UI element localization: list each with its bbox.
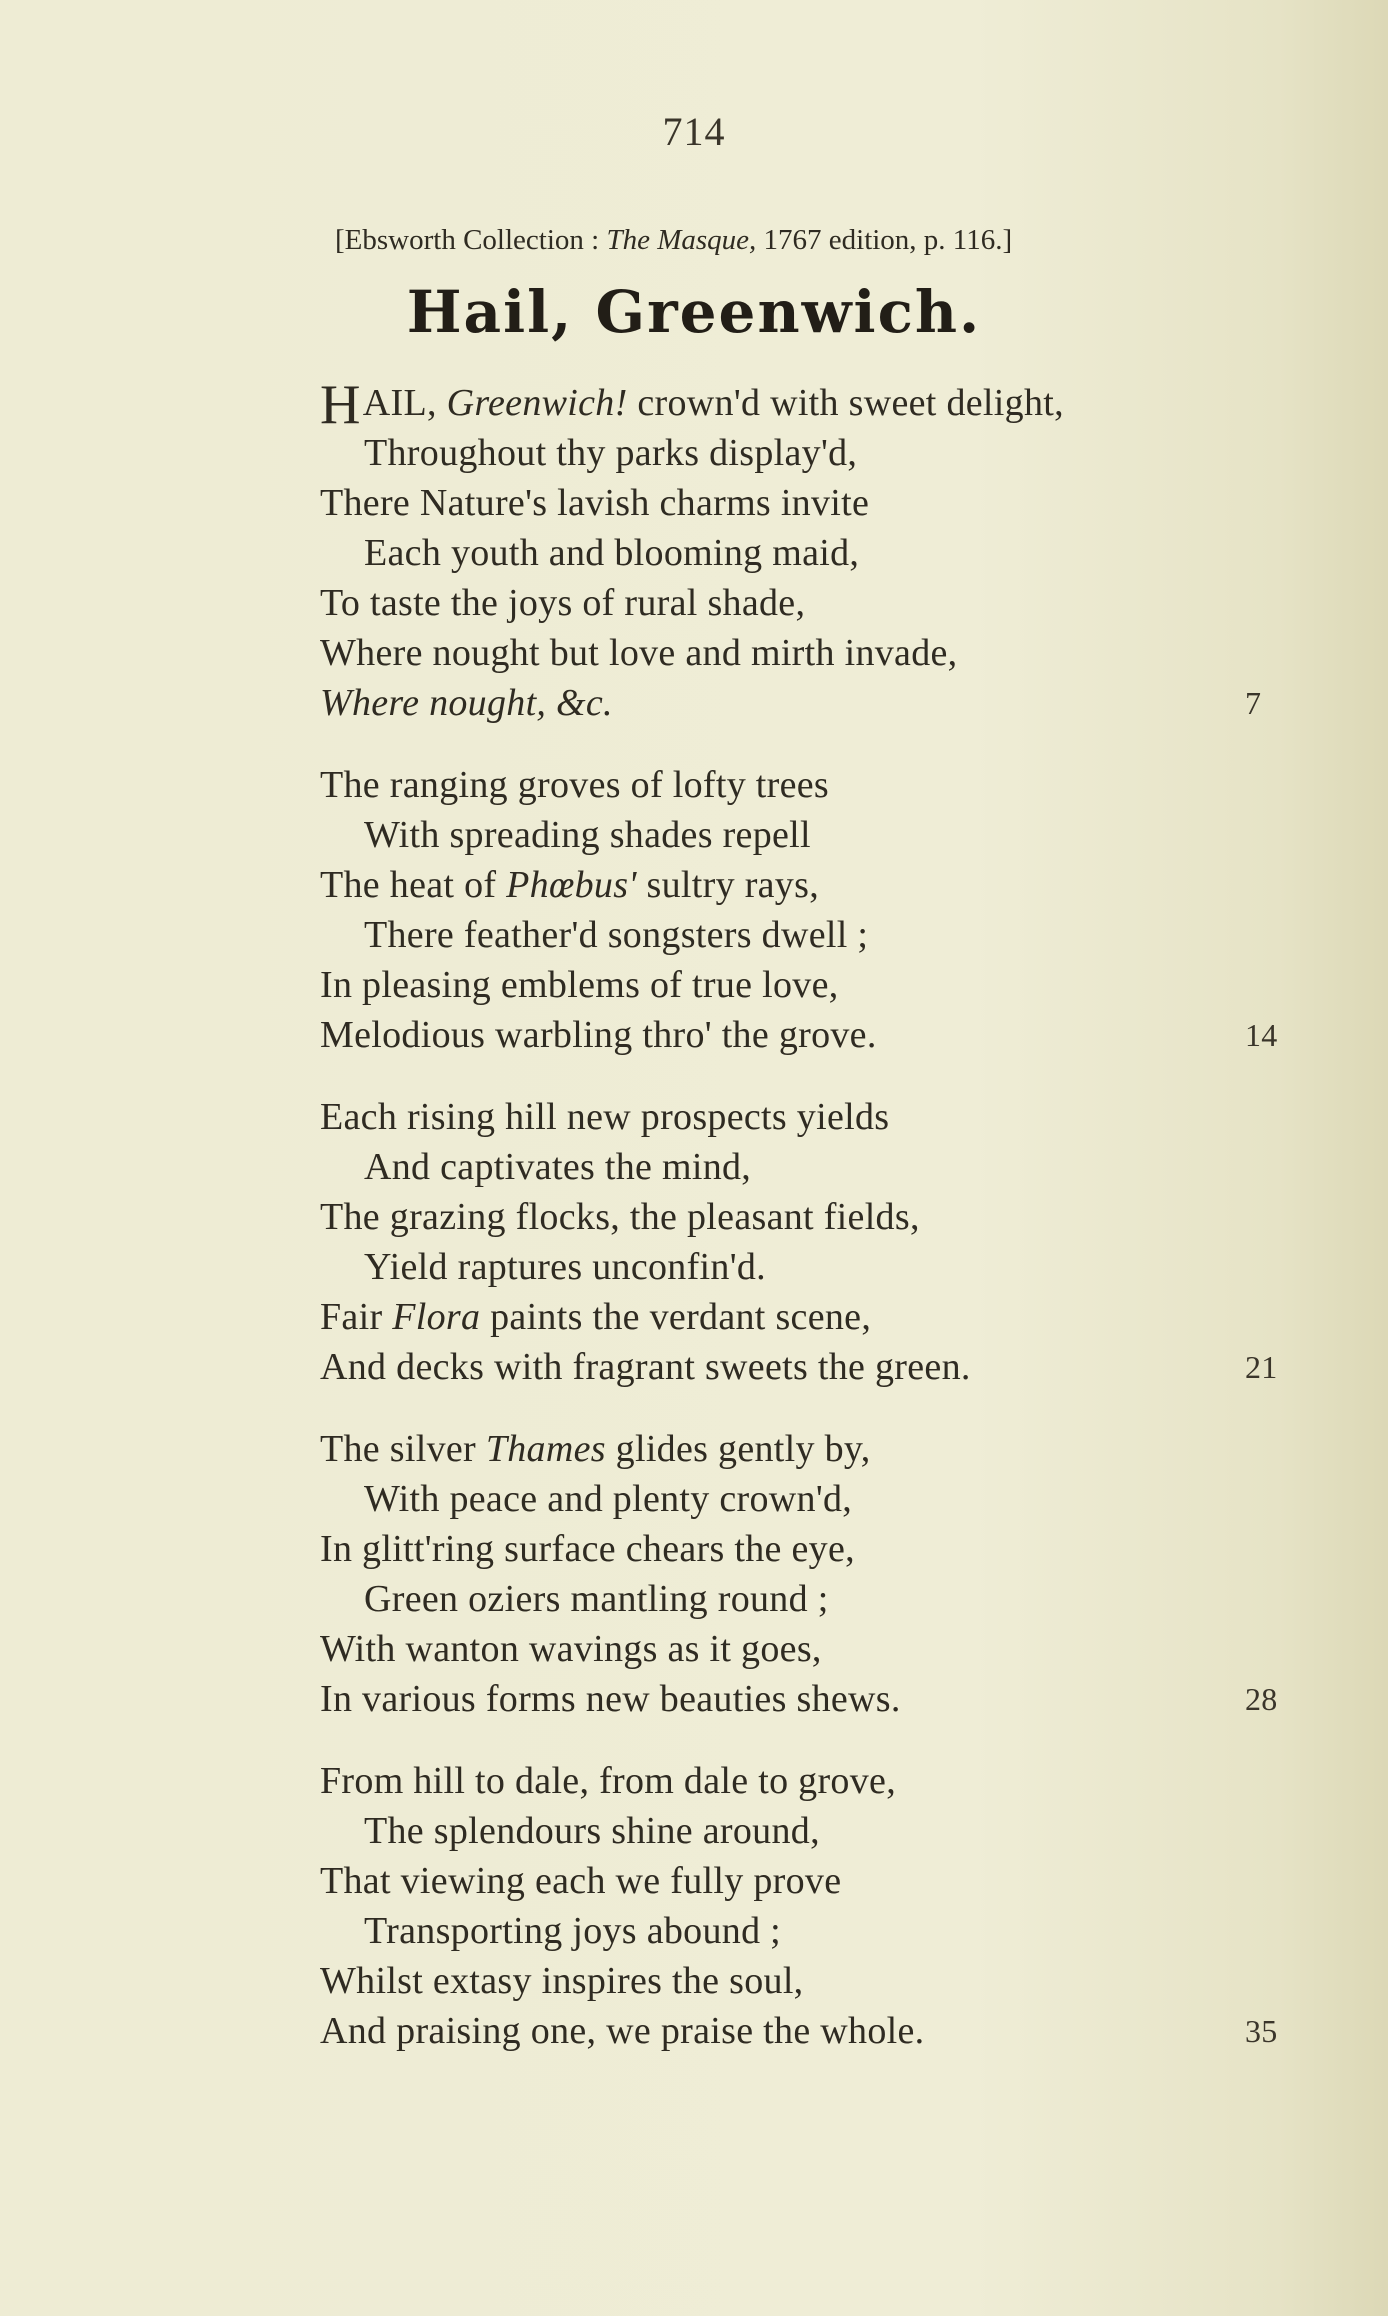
stanza-4	[320, 1424, 1300, 1724]
line-text: paints the verdant scene,	[490, 1296, 872, 1338]
poem-line: Where nought but love and mirth invade,	[320, 632, 958, 674]
poem-line	[320, 1424, 1300, 1474]
poem-line: Green oziers mantling round ;	[364, 1578, 829, 1620]
poem-line: Whilst extasy inspires the soul,	[320, 1960, 804, 2002]
line-text: And decks with fragrant sweets the green.	[320, 1346, 971, 1388]
line-text: The heat of	[320, 864, 497, 906]
poem-line	[320, 1010, 1300, 1060]
source-citation	[335, 224, 1012, 257]
poem-line: Transporting joys abound ;	[364, 1910, 782, 1952]
poem-line: To taste the joys of rural shade,	[320, 582, 806, 624]
line-text: And praising one, we praise the whole.	[320, 2010, 925, 2052]
poem-line: The grazing flocks, the pleasant fields,	[320, 1196, 920, 1238]
source-prefix: [Ebsworth Collection :	[335, 224, 607, 256]
page-number: 714	[662, 109, 726, 154]
poem-line-refrain	[320, 678, 1300, 728]
poem-line: Yield raptures unconfin'd.	[364, 1246, 766, 1288]
place-name: Greenwich!	[446, 382, 628, 424]
line-text: sultry rays,	[646, 864, 819, 906]
line-text: Fair	[320, 1296, 383, 1338]
poem-line: There Nature's lavish charms invite	[320, 482, 870, 524]
poem-line: With spreading shades repell	[364, 814, 811, 856]
line-number: 28	[1245, 1681, 1278, 1717]
poem-line: Throughout thy parks display'd,	[364, 432, 858, 474]
poem-line	[320, 2006, 1300, 2056]
poem-line	[320, 860, 1300, 910]
source-suffix: 1767 edition, p. 116.]	[756, 224, 1013, 256]
source-work: The Masque,	[606, 224, 757, 256]
proper-name: Thames	[485, 1428, 606, 1470]
line-number: 14	[1245, 1017, 1278, 1053]
line-number: 35	[1245, 2013, 1278, 2049]
line-text: glides gently by,	[615, 1428, 871, 1470]
poem-line	[320, 1342, 1300, 1392]
stanza-2	[320, 760, 1300, 1060]
line-number: 21	[1245, 1349, 1278, 1385]
stanza-3	[320, 1092, 1300, 1392]
poem-line: With wanton wavings as it goes,	[320, 1628, 822, 1670]
proper-name: Flora	[392, 1296, 481, 1338]
poem-line: There feather'd songsters dwell ;	[364, 914, 869, 956]
poem-line: Each youth and blooming maid,	[364, 532, 860, 574]
line-text: Melodious warbling thro' the grove.	[320, 1014, 877, 1056]
line-number: 7	[1245, 685, 1262, 721]
poem-line: Each rising hill new prospects yields	[320, 1096, 890, 1138]
poem-line: With peace and plenty crown'd,	[364, 1478, 853, 1520]
line-text: The silver	[320, 1428, 477, 1470]
poem-title: Hail, Greenwich.	[406, 278, 982, 346]
poem-line: The splendours shine around,	[364, 1810, 820, 1852]
proper-name: Phœbus'	[506, 864, 637, 906]
poem-line	[320, 1674, 1300, 1724]
stanza-5	[320, 1756, 1300, 2056]
poem-line: The ranging groves of lofty trees	[320, 764, 830, 806]
poem-line: In glitt'ring surface chears the eye,	[320, 1528, 855, 1570]
refrain-text: Where nought, &c.	[320, 682, 613, 724]
line-text: crown'd with sweet delight,	[637, 382, 1064, 424]
poem-line	[320, 1292, 1300, 1342]
poem-line: In pleasing emblems of true love,	[320, 964, 839, 1006]
stanza-1	[320, 374, 1300, 728]
opening-caps: AIL,	[362, 382, 437, 424]
poem-line: And captivates the mind,	[364, 1146, 752, 1188]
poem-body	[320, 374, 1300, 2088]
poem-line: From hill to dale, from dale to grove,	[320, 1760, 897, 1802]
poem-line	[320, 374, 1300, 436]
drop-cap: H	[320, 374, 361, 436]
poem-line: That viewing each we fully prove	[320, 1860, 842, 1902]
line-text: In various forms new beauties shews.	[320, 1678, 901, 1720]
